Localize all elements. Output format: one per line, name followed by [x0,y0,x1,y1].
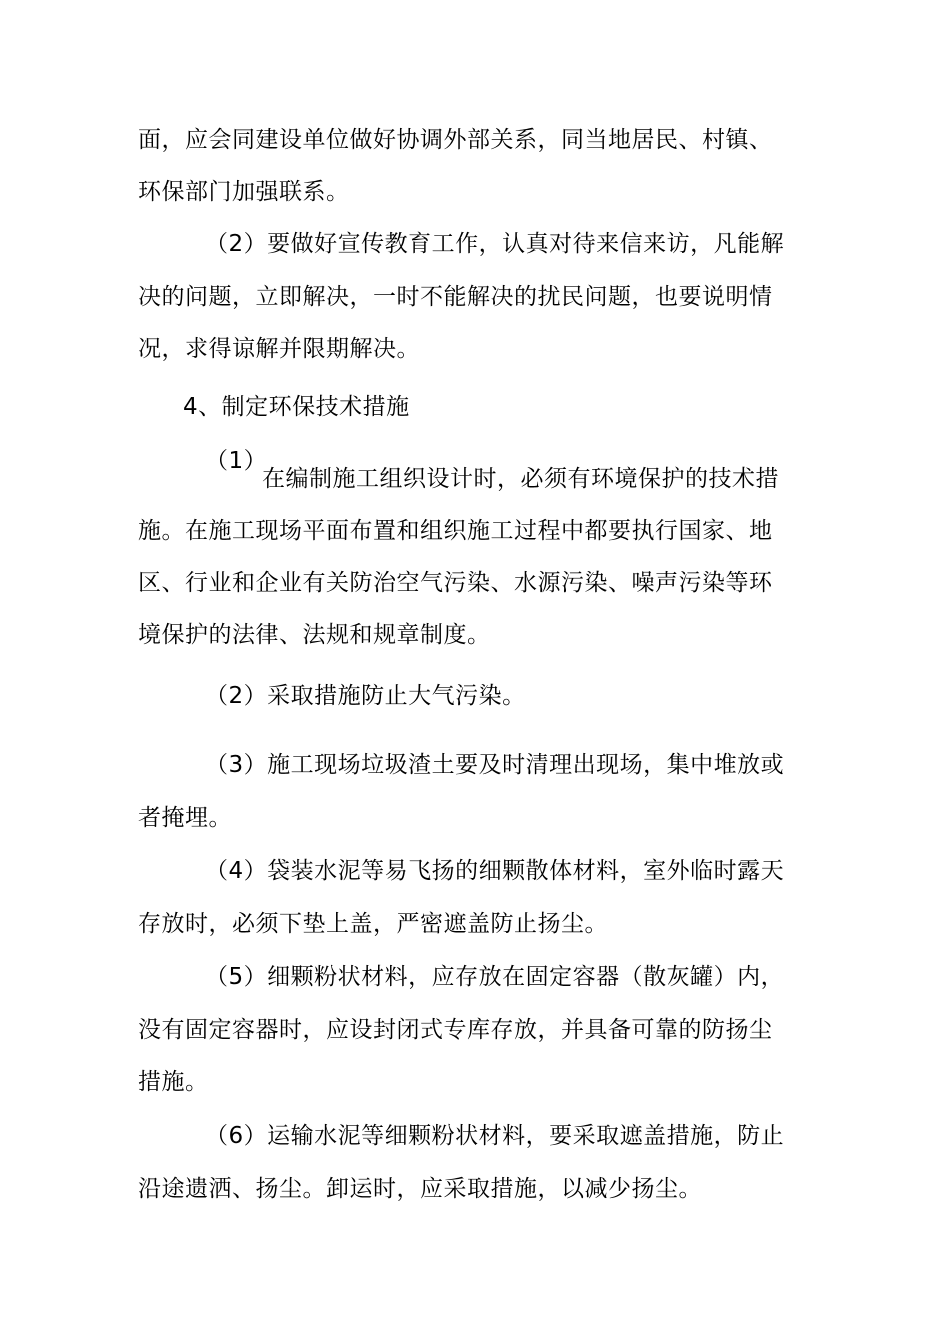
paragraph-line: （4）袋装水泥等易飞扬的细颗散体材料，室外临时露天 [205,858,785,884]
section-heading: 4、制定环保技术措施 [183,394,410,420]
item-number: （1） [205,448,268,474]
paragraph-line: 者掩埋。 [138,805,232,831]
paragraph-line: 环保部门加强联系。 [138,179,350,205]
paragraph-line: 况，求得谅解并限期解决。 [138,336,420,362]
paragraph-line: 区、行业和企业有关防治空气污染、水源污染、噪声污染等环 [138,570,773,596]
paragraph-line: （3）施工现场垃圾渣土要及时清理出现场，集中堆放或 [205,752,785,778]
paragraph-line: 没有固定容器时，应设封闭式专库存放，并具备可靠的防扬尘 [138,1017,773,1043]
paragraph-line: 存放时，必须下垫上盖，严密遮盖防止扬尘。 [138,911,608,937]
paragraph-line: 境保护的法律、法规和规章制度。 [138,622,491,648]
paragraph-line: （5）细颗粉状材料，应存放在固定容器（散灰罐）内， [205,964,785,990]
paragraph-line: 措施。 [138,1069,209,1095]
paragraph-line: （6）运输水泥等细颗粉状材料，要采取遮盖措施，防止 [205,1123,785,1149]
paragraph-line: 在编制施工组织设计时，必须有环境保护的技术措 [262,466,779,492]
paragraph-line: 沿途遗洒、扬尘。卸运时，应采取措施，以减少扬尘。 [138,1176,702,1202]
paragraph-line: （2）要做好宣传教育工作，认真对待来信来访，凡能解 [205,231,785,257]
paragraph-line: 决的问题，立即解决，一时不能解决的扰民问题，也要说明情 [138,284,773,310]
paragraph-line: 施。在施工现场平面布置和组织施工过程中都要执行国家、地 [138,518,773,544]
paragraph-line: 面，应会同建设单位做好协调外部关系，同当地居民、村镇、 [138,127,773,153]
paragraph-line: （2）采取措施防止大气污染。 [205,683,526,709]
